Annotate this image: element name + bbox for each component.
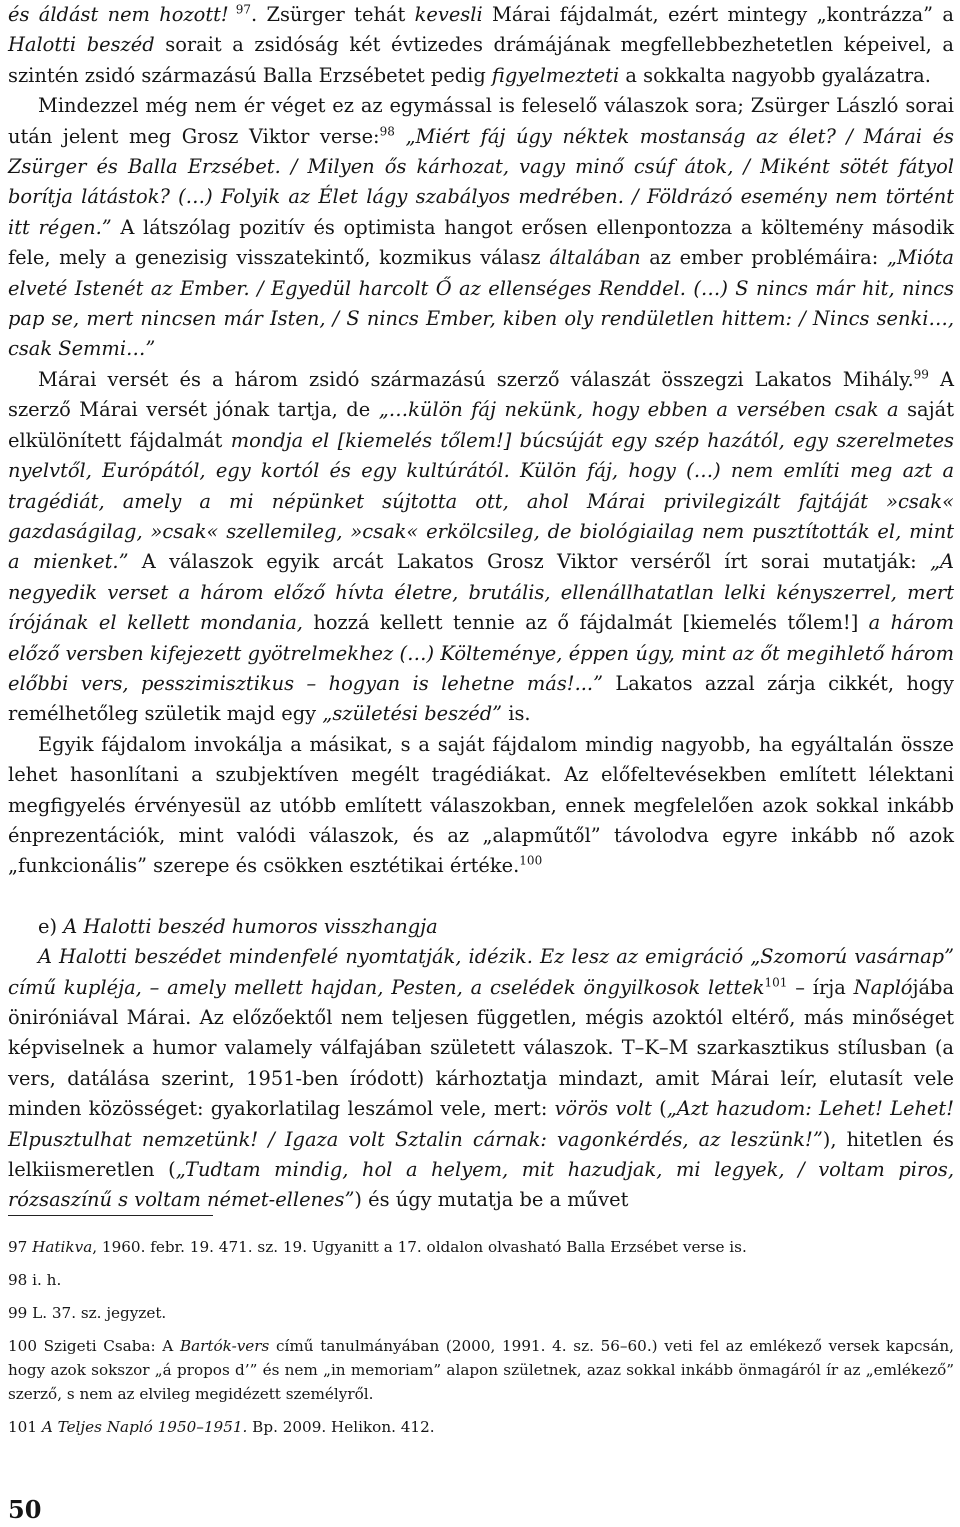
footnote-ref: 97 (228, 2, 251, 17)
footnotes (8, 1235, 954, 1448)
text-run: A látszólag pozitív és optimista hangot erősen ellenpontozza a költemény második fele, mely a genezisig visszatekintő, kozmikus válasz (8, 215, 954, 270)
text-run: 99 L. 37. sz. jegyzet. (8, 1304, 167, 1322)
text-run: 100 Szigeti Csaba: A (8, 1337, 180, 1355)
italic-text: „Mióta elveté Istenét az Ember. / Egyedül harcolt Ő az ellenséges Renddel. (…) S nincs már hit, nincs pap se, mert nincsen már Isten, / S nincs Ember, kiben oly rendületlen hittem: / Nincs senki…, csak Semmi…” (8, 246, 954, 361)
paragraph-4 (8, 730, 954, 882)
footnote-divider (8, 1215, 213, 1216)
text-run: sorait a zsidóság két évtizedes drámájának megfellebbezhetetlen képeivel, a szintén zsidó származású Balla Erzsébetet pedig (8, 33, 954, 87)
text-run: Márai versét és a három zsidó származású szerző válaszát összegzi Lakatos Mihály. (38, 367, 914, 391)
text-run: jába öniróniával Márai. Az előzőektől nem teljesen független, mégis azoktól eltérő, más minőséget képviselnek a humor valamely válfajában született válaszok. T–K–M szarkasztikus stílusban (a vers, datálása szerint, 1951-ben íródott) kárhoztatja mindazt, amit Márai leír, elutasít vele minden közösséget: gyakorlatilag leszámol vele, mert: (8, 975, 955, 1121)
italic-text: „Azt hazudom: Lehet! Lehet! Elpusztulhat nemzetünk! / Igaza volt Sztalin cárnak: vagonkérdés, az leszünk!” (8, 1097, 954, 1151)
italic-text: kevesli (414, 3, 483, 26)
italic-text: figyelmezteti (491, 63, 620, 87)
text-run: Egyik fájdalom invokálja a másikat, s a saját fájdalom mindig nagyobb, ha egyáltalán össze lehet hasonlítani a szubjektíven megélt tragédiákat. Az előfeltevésekben említett lélektani megfigyelés érvényesül az utóbb említett válaszokban, ennek megfelelően azok sokkal inkább énprezentációk, mint valódi válaszok, és az „alapműtől” távolodva egyre inkább nő azok „funkcionális” szerepe és csökken esztétikai értéke. (8, 732, 954, 878)
text-run: saját elkülönített fájdalmát (8, 398, 954, 452)
text-run: ) és úgy mutatja be a művet (354, 1188, 629, 1212)
text-run: e) (38, 914, 64, 938)
text-run: Lakatos azzal zárja cikkét, hogy remélhetőleg születik majd egy (8, 671, 954, 726)
footnote-97 (8, 1235, 954, 1259)
italic-text: Napló (853, 975, 913, 999)
italic-text: Bartók-vers (179, 1337, 270, 1355)
italic-text: A Halotti beszéd humoros visszhangja (63, 914, 438, 938)
text-run: is. (502, 702, 531, 726)
text-run: hozzá kellett tennie az ő fájdalmát [kiemelés tőlem!] (302, 611, 869, 635)
italic-text: és áldást nem hozott! (8, 3, 229, 26)
section-heading (8, 912, 954, 942)
italic-text: általában (549, 246, 641, 270)
italic-text: „születési beszéd” (322, 702, 503, 726)
text-run: 98 i. h. (8, 1271, 62, 1289)
text-run: Márai fájdalmát, ezért mintegy „kontrázza” a (482, 3, 954, 26)
text-run: 101 (8, 1418, 42, 1436)
footnote-98 (8, 1268, 954, 1292)
page-number: 50 (8, 1495, 42, 1524)
footnote-ref: 100 (519, 853, 543, 868)
paragraph-5 (8, 942, 954, 1216)
italic-text: vörös volt (554, 1097, 652, 1121)
footnote-ref: 99 (913, 367, 929, 382)
text-run: A szerző Márai versét jónak tartja, de (8, 367, 954, 422)
italic-text: Halotti beszéd (8, 33, 155, 57)
footnote-100 (8, 1334, 954, 1406)
text-run: című tanulmányában (2000, 1991. 4. sz. 56–60.) veti fel az emlékező versek kapcsán, hogy azok sokszor „á propos d’” és nem „in memoriam” alapon születnek, azaz sokkal inkább önmagáról ír az „emlékező” szerző, s nem az elvileg megidézett személyről. (8, 1337, 954, 1403)
text-run: ), hitetlen és lelkiismeretlen ( (8, 1127, 954, 1182)
italic-text: A Halotti beszédet mindenfelé nyomtatják, idézik. Ez lesz az emigráció „Szomorú vasárnap” című kupléja, – amely mellett hajdan, Pesten, a cselédek öngyilkosok lettek (8, 945, 954, 999)
text-run: Bp. 2009. Helikon. 412. (247, 1418, 435, 1436)
text-run: – írja (787, 975, 854, 999)
italic-text: mondja el [kiemelés tőlem!] búcsúját egy szép hazától, egy szerelmetes nyelvtől, Európától, egy kortól és egy kultúrától. Külön fáj, hogy (…) nem említi meg azt a tragédiát, amely a mi népünket sújtotta ott, ahol Márai privilegizált fajtáját »csak« gazdaságilag, »csak« szellemileg, »csak« erkölcsileg, de biológiailag nem pusztították el, mint a mienket.” (8, 428, 954, 574)
paragraph-1 (8, 0, 954, 91)
italic-text: „…külön fáj nekünk, hogy ebben a versében csak a (378, 398, 899, 422)
text-run: Mindezzel még nem ér véget ez az egymással is feleselő válaszok sora; Zsürger László sorai után jelent meg Grosz Viktor verse: (8, 94, 954, 148)
text-run: az ember problémáira: (640, 246, 887, 270)
text-run: . Zsürger tehát (250, 3, 415, 26)
paragraph-3 (8, 365, 954, 730)
text-run: ( (651, 1097, 667, 1121)
italic-text: „Tudtam mindig, hol a helyem, mit hazudjak, mi legyek, / voltam piros, rózsaszínű s voltam német-ellenes” (8, 1158, 954, 1212)
text-run: a sokkalta nagyobb gyalázatra. (619, 63, 931, 87)
footnote-ref: 101 (764, 975, 788, 990)
footnote-101 (8, 1415, 954, 1439)
italic-text: „Miért fáj úgy néktek mostanság az élet? / Márai és Zsürger és Balla Erzsébet. / Milyen ős kárhozat, vagy minő csúf átok, / Miként sötét fátyol borítja látástok? (…) Folyik az Élet lágy szabályos medrében. / Földrázó esemény nem történt itt régen.” (8, 124, 954, 239)
text-run: 97 (8, 1238, 33, 1256)
italic-text: a három előző versben kifejezett gyötrelmekhez (…) Költeménye, éppen úgy, mint az őt megihlető három előbbi vers, pesszimisztikus – hogyan is lehetne más!...” (8, 611, 954, 695)
footnote-ref: 98 (379, 124, 395, 139)
italic-text: Hatikva (32, 1238, 93, 1256)
footnote-99 (8, 1301, 954, 1325)
section-gap (8, 882, 954, 912)
text-run: A válaszok egyik arcát Lakatos Grosz Viktor verséről írt sorai mutatják: (128, 550, 930, 574)
paragraph-2 (8, 91, 954, 365)
page-body (8, 0, 954, 1216)
italic-text: „A negyedik verset a három előző hívta életre, brutális, ellenállhatatlan lelki kényszerrel, mert írójának el kellett mondania, (8, 550, 955, 635)
italic-text: A Teljes Napló 1950–1951. (41, 1418, 248, 1436)
text-run: , 1960. febr. 19. 471. sz. 19. Ugyanitt a 17. oldalon olvasható Balla Erzsébet verse is. (92, 1238, 747, 1256)
